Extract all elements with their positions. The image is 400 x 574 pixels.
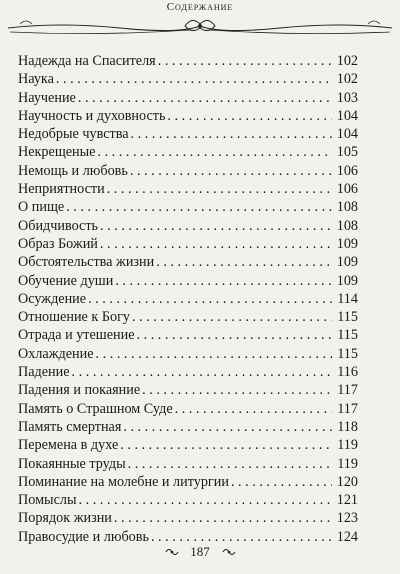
toc-entry (18, 455, 358, 473)
toc-entry (18, 253, 358, 271)
leader-dots (123, 418, 332, 436)
leader-dots (72, 363, 332, 381)
toc-entry-page: 118 (337, 418, 358, 435)
toc-entry-page: 105 (336, 144, 358, 161)
leader-dots (100, 235, 332, 253)
toc-entry (18, 180, 358, 198)
leader-dots (132, 308, 332, 326)
toc-entry-title: Осуждение (18, 290, 87, 307)
leader-dots (128, 455, 332, 473)
toc-entry-title: Обидчивость (18, 217, 99, 234)
toc-entry-title: Помыслы (18, 492, 77, 509)
toc-entry-title: Научность и духовность (18, 107, 166, 124)
toc-entry-page: 108 (336, 199, 358, 216)
toc-entry-title: Покаянные труды (18, 455, 126, 472)
toc-entry-page: 115 (337, 327, 358, 344)
leader-dots (156, 253, 332, 271)
toc-entry-title: Падения и покаяние (18, 382, 141, 399)
leader-dots (167, 107, 332, 125)
leader-dots (78, 89, 332, 107)
leader-dots (96, 345, 332, 363)
toc-entry (18, 363, 358, 381)
toc-entry-page: 115 (337, 345, 358, 362)
toc-entry (18, 308, 358, 326)
toc-entry-title: Падение (18, 364, 70, 381)
toc-entry-page: 120 (336, 473, 358, 490)
leader-dots (115, 272, 332, 290)
leader-dots (114, 509, 332, 527)
toc-entry-title: Научение (18, 89, 76, 106)
footer-ornament-right-icon (222, 546, 236, 558)
toc-entry (18, 290, 358, 308)
table-of-contents (18, 52, 358, 546)
toc-entry (18, 52, 358, 70)
toc-entry (18, 473, 358, 491)
leader-dots (231, 473, 332, 491)
leader-dots (79, 491, 333, 509)
toc-entry-page: 109 (336, 254, 358, 271)
leader-dots (97, 143, 332, 161)
toc-entry (18, 509, 358, 527)
toc-entry (18, 107, 358, 125)
toc-entry (18, 70, 358, 88)
toc-entry-page: 117 (337, 382, 358, 399)
toc-entry-page: 116 (337, 364, 358, 381)
toc-entry (18, 89, 358, 107)
toc-entry (18, 272, 358, 290)
toc-entry-title: Перемена в духе (18, 437, 119, 454)
leader-dots (56, 70, 332, 88)
toc-entry (18, 143, 358, 161)
toc-entry-title: Поминание на молебне и литургии (18, 473, 229, 490)
toc-entry (18, 326, 358, 344)
toc-entry (18, 400, 358, 418)
leader-dots (107, 180, 332, 198)
toc-entry-page: 114 (337, 290, 358, 307)
leader-dots (158, 52, 332, 70)
toc-entry (18, 198, 358, 216)
toc-entry-page: 106 (336, 162, 358, 179)
leader-dots (131, 125, 332, 143)
toc-entry-title: Обучение души (18, 272, 114, 289)
running-head: Содержание (166, 1, 234, 13)
toc-entry-page: 103 (336, 89, 358, 106)
toc-entry-page: 104 (336, 126, 358, 143)
toc-entry-title: Память о Страшном Суде (18, 400, 173, 417)
toc-entry-page: 102 (336, 71, 358, 88)
toc-entry-page: 123 (336, 510, 358, 527)
toc-entry-page: 106 (336, 181, 358, 198)
toc-entry-title: Охлаждение (18, 345, 94, 362)
toc-entry-title: Недобрые чувства (18, 126, 129, 143)
toc-entry-title: Отрада и утешение (18, 327, 135, 344)
toc-entry (18, 491, 358, 509)
toc-entry-title: О пище (18, 199, 65, 216)
toc-entry-page: 119 (337, 455, 358, 472)
page-header (0, 0, 400, 42)
toc-entry-title: Наука (18, 71, 54, 88)
toc-entry-title: Некрещеные (18, 144, 96, 161)
toc-entry-title: Память смертная (18, 418, 122, 435)
toc-entry (18, 345, 358, 363)
leader-dots (66, 198, 332, 216)
toc-entry-title: Правосудие и любовь (18, 528, 149, 545)
toc-entry-title: Неприятности (18, 181, 105, 198)
toc-entry-page: 121 (336, 492, 358, 509)
leader-dots (175, 400, 332, 418)
toc-entry (18, 436, 358, 454)
toc-entry (18, 418, 358, 436)
toc-entry-page: 117 (337, 400, 358, 417)
toc-entry-page: 124 (336, 528, 358, 545)
page-footer (0, 542, 400, 562)
toc-entry-title: Образ Божий (18, 235, 98, 252)
toc-entry (18, 381, 358, 399)
toc-entry-title: Немощь и любовь (18, 162, 128, 179)
toc-entry-page: 109 (336, 272, 358, 289)
toc-entry-page: 108 (336, 217, 358, 234)
toc-entry-page: 109 (336, 235, 358, 252)
leader-dots (120, 436, 332, 454)
toc-entry (18, 125, 358, 143)
leader-dots (142, 381, 332, 399)
toc-entry-title: Надежда на Спасителя (18, 53, 156, 69)
toc-entry-title: Отношение к Богу (18, 309, 130, 326)
toc-entry-page: 104 (336, 107, 358, 124)
toc-entry-page: 102 (336, 53, 358, 69)
leader-dots (137, 326, 332, 344)
leader-dots (100, 217, 332, 235)
toc-entry-page: 119 (337, 437, 358, 454)
leader-dots (130, 162, 332, 180)
toc-entry (18, 235, 358, 253)
toc-entry-title: Порядок жизни (18, 510, 112, 527)
toc-entry-page: 115 (337, 309, 358, 326)
header-ornament-icon (0, 12, 400, 38)
page-number: 187 (190, 544, 210, 559)
toc-entry-title: Обстоятельства жизни (18, 254, 155, 271)
leader-dots (88, 290, 332, 308)
toc-entry (18, 217, 358, 235)
toc-entry (18, 162, 358, 180)
